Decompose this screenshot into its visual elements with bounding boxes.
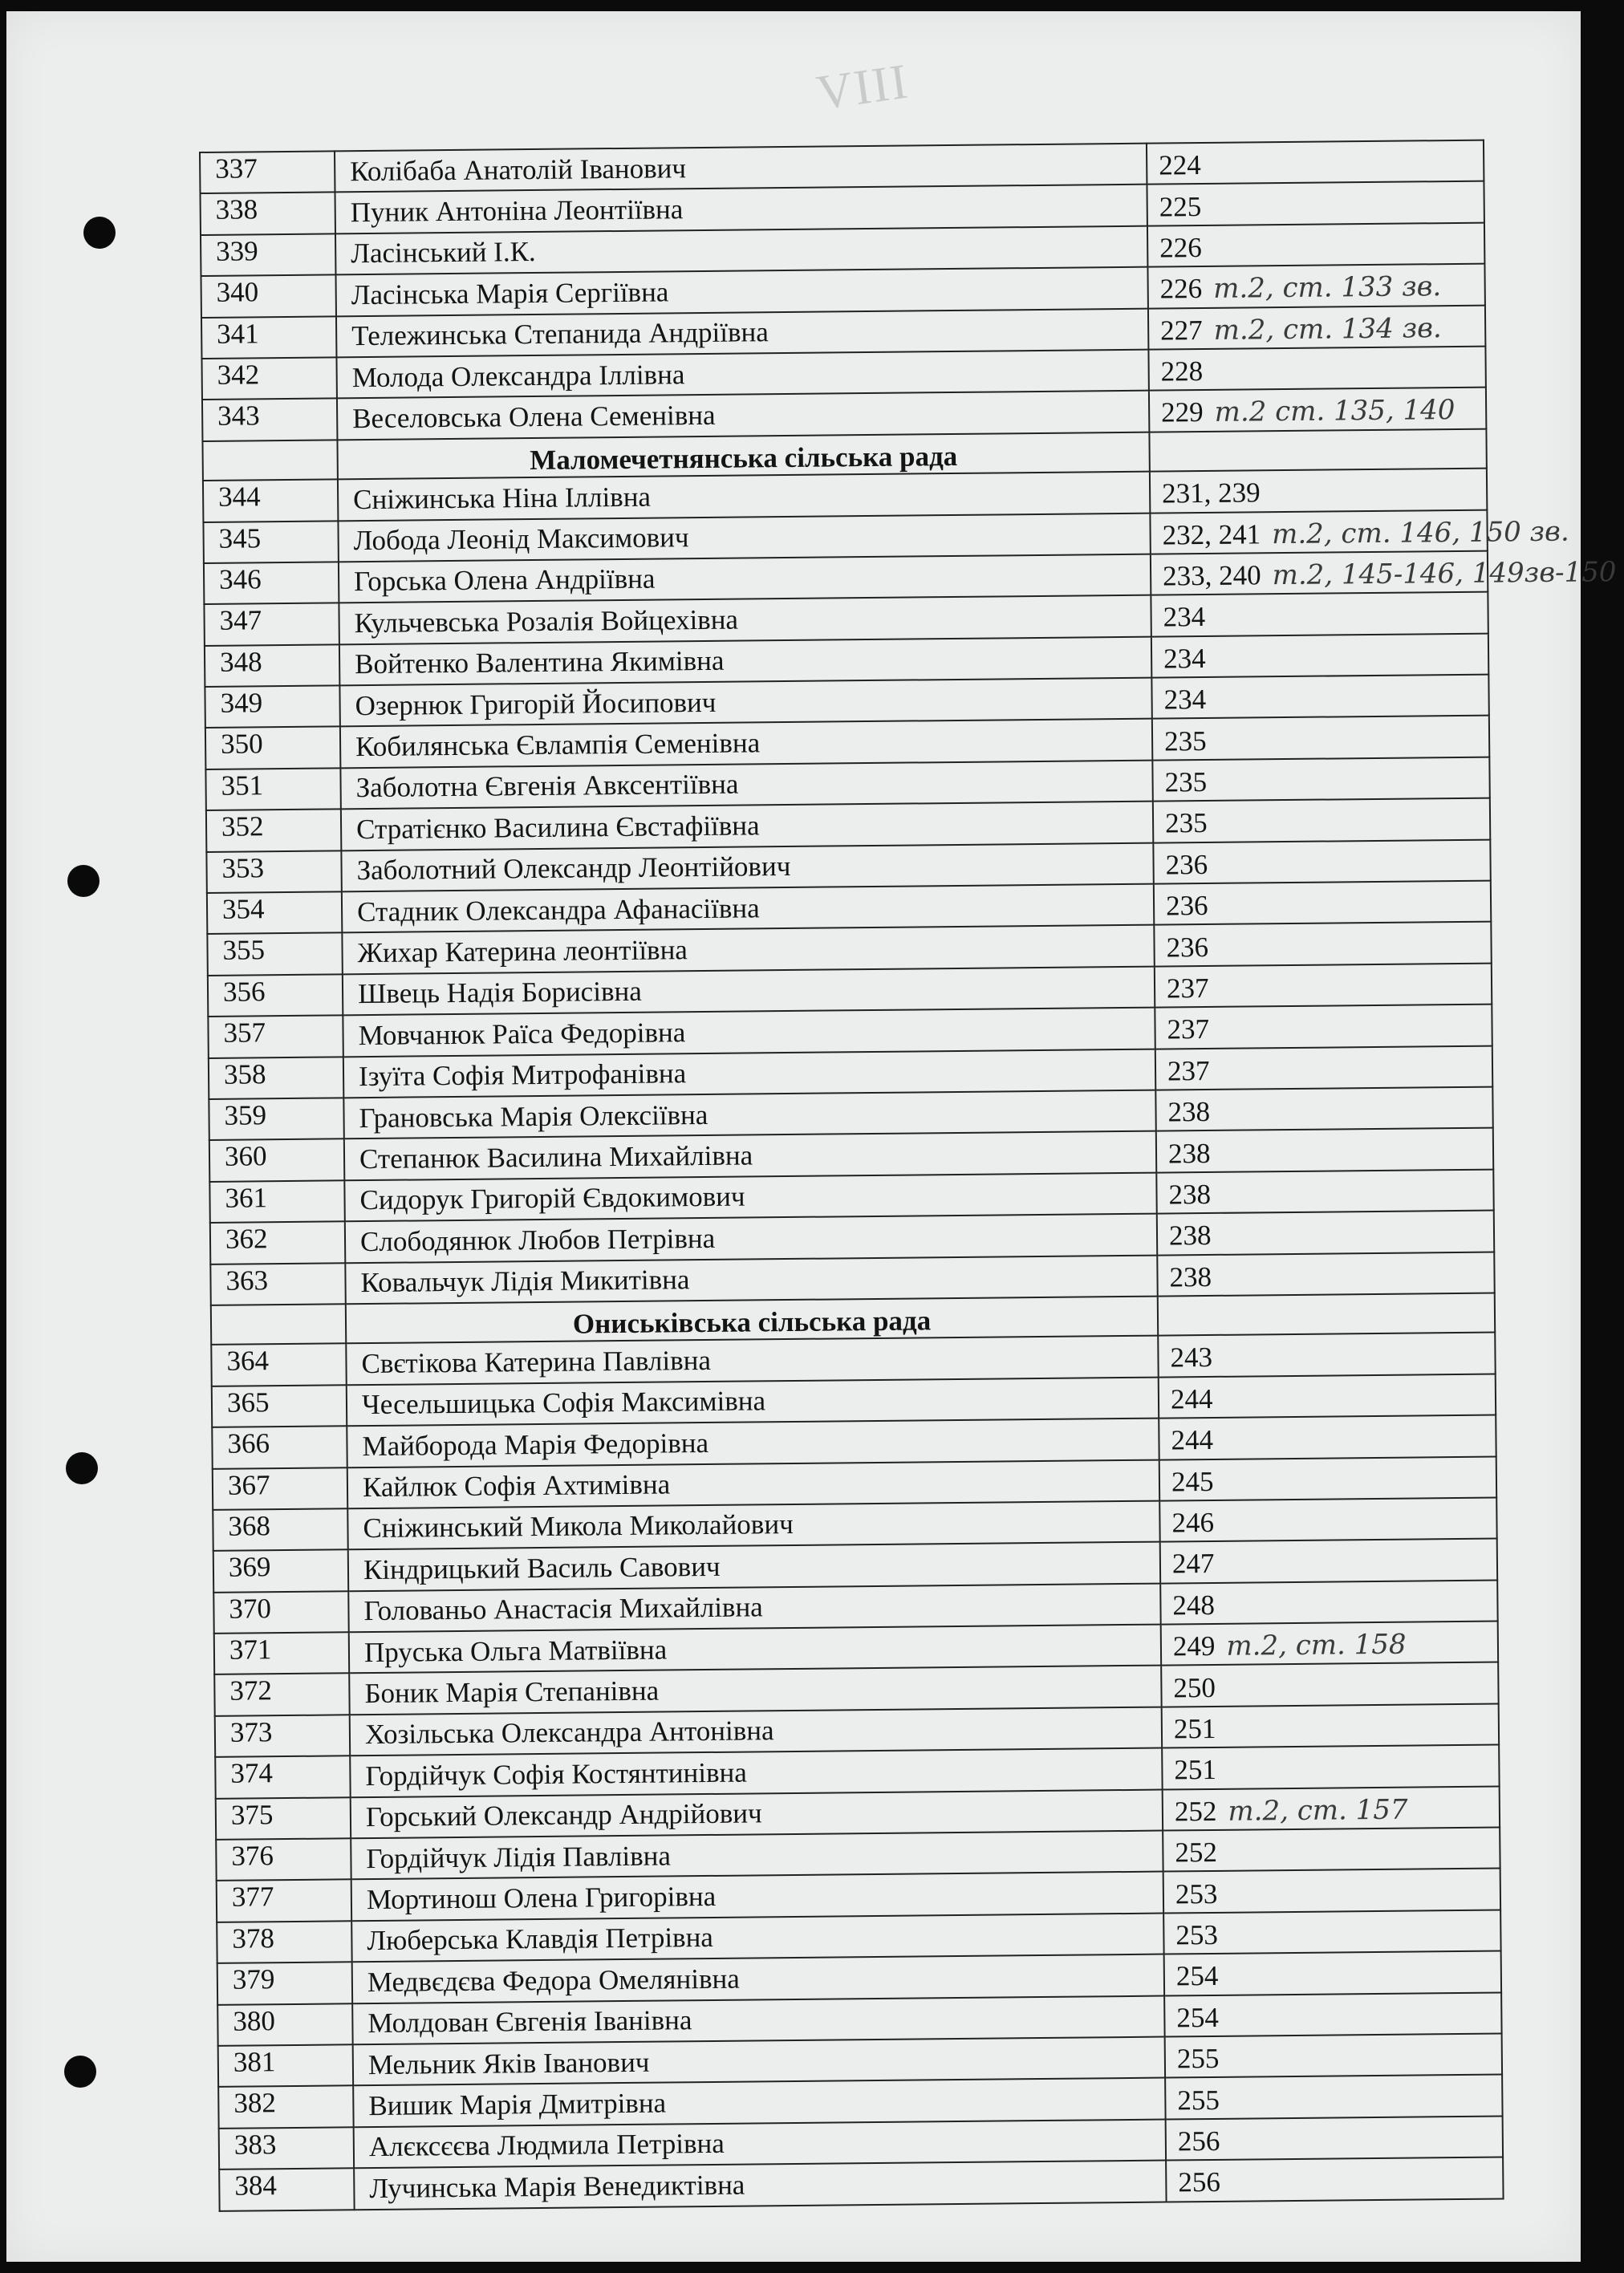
handwritten-note: т.2, ст. 157 — [1228, 1793, 1408, 1828]
row-number: 365 — [212, 1385, 347, 1427]
page-reference-cell — [1164, 1992, 1501, 2036]
page-reference: 249 — [1172, 1630, 1216, 1662]
page-reference: 235 — [1164, 807, 1208, 839]
person-name: Люберська Клавдія Петрівна — [351, 1913, 1163, 1962]
person-name: Сніжинський Микола Миколайович — [347, 1500, 1159, 1549]
person-name: Жихар Катерина леонтіївна — [342, 925, 1154, 974]
page-reference-cell — [1147, 222, 1484, 266]
page-reference: 238 — [1169, 1260, 1212, 1293]
person-name: Стадник Олександра Афанасіївна — [342, 884, 1154, 933]
page-reference-cell — [1147, 181, 1484, 225]
person-name: Горська Олена Андріївна — [339, 554, 1151, 603]
row-number: 354 — [207, 891, 342, 934]
person-name: Лобода Леонід Максимович — [338, 513, 1150, 562]
page-reference-cell — [1165, 2033, 1502, 2077]
page-reference-cell — [1165, 2075, 1502, 2119]
punch-hole — [66, 1452, 98, 1484]
row-number: 337 — [200, 151, 335, 193]
section-title: Маломечетнянська сільська рада — [337, 432, 1149, 479]
page-reference: 251 — [1173, 1712, 1216, 1745]
person-name: Слободянюк Любов Петрівна — [345, 1214, 1157, 1263]
person-name: Мовчанюк Раїса Федорівна — [343, 1008, 1155, 1057]
person-name: Сидорук Григорій Євдокимович — [344, 1172, 1156, 1221]
records-table — [199, 140, 1617, 2212]
page-reference-cell — [1159, 1497, 1496, 1541]
row-number: 367 — [213, 1467, 347, 1510]
person-name: Ковальчук Лідія Микитівна — [345, 1255, 1157, 1304]
page-reference-cell — [1155, 963, 1492, 1007]
page-reference: 238 — [1168, 1178, 1212, 1211]
row-number: 383 — [219, 2127, 354, 2169]
page-reference: 227 — [1160, 314, 1203, 347]
row-number: 373 — [215, 1715, 350, 1757]
page-reference: 232, 241 — [1162, 518, 1261, 551]
page-reference: 256 — [1177, 2125, 1220, 2157]
page-reference: 250 — [1173, 1671, 1216, 1704]
row-number: 369 — [213, 1550, 348, 1593]
page-reference: 255 — [1176, 2043, 1220, 2075]
page-reference: 248 — [1172, 1589, 1216, 1622]
page-reference-cell — [1153, 839, 1490, 883]
page-reference-cell — [1150, 509, 1569, 554]
page-reference: 237 — [1167, 1054, 1210, 1087]
row-number: 363 — [210, 1263, 345, 1305]
person-name: Боник Марія Степанівна — [349, 1666, 1161, 1715]
page-reference: 225 — [1159, 190, 1202, 223]
row-number: 381 — [218, 2044, 353, 2087]
row-number: 371 — [214, 1632, 349, 1674]
page-reference-cell — [1153, 798, 1490, 842]
page-reference: 226 — [1159, 231, 1202, 264]
page-reference-cell — [1148, 305, 1485, 349]
row-number: 352 — [206, 810, 341, 852]
page-reference-cell — [1154, 881, 1491, 925]
row-number: 364 — [211, 1344, 346, 1386]
document-page — [6, 11, 1617, 2262]
person-name: Заболотний Олександр Леонтійович — [341, 842, 1153, 891]
person-name: Мортинош Олена Григорівна — [351, 1872, 1163, 1921]
person-name: Колібаба Анатолій Іванович — [335, 144, 1147, 193]
person-name: Молода Олександра Іллівна — [336, 350, 1148, 399]
page-reference: 244 — [1170, 1382, 1213, 1415]
row-number: 343 — [202, 399, 337, 441]
page-reference: 245 — [1171, 1465, 1214, 1498]
person-name: Заболотна Євгенія Авксентіївна — [340, 760, 1152, 809]
page-reference: 226 — [1159, 273, 1203, 305]
person-name: Тележинська Степанида Андріївна — [336, 308, 1148, 357]
page-reference-cell — [1147, 140, 1484, 185]
person-name: Хозільська Олександра Антонівна — [350, 1707, 1162, 1755]
page-reference-cell — [1154, 922, 1491, 966]
page-reference-cell — [1151, 675, 1488, 719]
person-name: Горський Олександр Андрійович — [351, 1789, 1163, 1838]
page-reference-cell — [1166, 2157, 1503, 2202]
page-reference-cell — [1163, 1786, 1500, 1830]
page-reference: 243 — [1170, 1341, 1213, 1374]
page-reference: 244 — [1171, 1424, 1214, 1456]
person-name: Грановська Марія Олексіївна — [343, 1090, 1155, 1139]
person-name: Сніжинська Ніна Іллівна — [338, 472, 1150, 521]
person-name: Гордійчук Софія Костянтинівна — [350, 1748, 1162, 1797]
handwritten-note: т.2, ст. 133 зв. — [1213, 270, 1442, 306]
page-reference-cell — [1156, 1169, 1493, 1213]
page-reference: 224 — [1159, 149, 1201, 181]
row-number: 347 — [204, 603, 339, 646]
page-reference: 237 — [1166, 972, 1209, 1005]
page-reference: 234 — [1163, 642, 1206, 675]
page-reference-cell — [1166, 2116, 1503, 2160]
page-reference-cell — [1162, 1703, 1499, 1747]
page-reference-cell — [1155, 1005, 1492, 1049]
person-name: Пруська Ольга Матвіївна — [349, 1625, 1161, 1674]
punch-hole — [64, 2056, 96, 2088]
page-reference-cell — [1159, 1374, 1496, 1418]
page-reference: 252 — [1175, 1837, 1218, 1869]
page-reference-cell — [1161, 1662, 1498, 1707]
row-number: 348 — [205, 644, 339, 687]
page-reference: 247 — [1171, 1548, 1215, 1580]
page-reference-cell — [1158, 1333, 1495, 1377]
person-name: Гордійчук Лідія Павлівна — [351, 1831, 1163, 1880]
page-reference-cell — [1149, 388, 1486, 432]
row-number: 370 — [213, 1591, 348, 1634]
row-number: 340 — [201, 275, 335, 318]
page-reference: 228 — [1160, 355, 1204, 388]
row-number: 344 — [203, 479, 338, 522]
page-reference: 246 — [1171, 1506, 1215, 1539]
page-reference-cell — [1159, 1456, 1496, 1500]
page-reference-cell — [1162, 1745, 1499, 1789]
row-number: 380 — [217, 2003, 352, 2046]
person-name: Ізуїта Софія Митрофанівна — [343, 1049, 1155, 1098]
person-name: Кіндрицький Василь Савович — [348, 1542, 1160, 1591]
page-reference: 253 — [1175, 1918, 1219, 1951]
row-number: 368 — [213, 1508, 347, 1551]
page-reference: 255 — [1177, 2084, 1220, 2116]
page-reference-cell — [1148, 347, 1485, 391]
page-reference: 231, 239 — [1161, 477, 1261, 509]
row-number: 339 — [201, 233, 335, 276]
row-number: 372 — [214, 1674, 349, 1716]
person-name: Мельник Яків Іванович — [353, 2037, 1165, 2086]
page-reference-cell — [1152, 716, 1489, 760]
page-reference: 233, 240 — [1162, 559, 1261, 592]
page-reference: 251 — [1174, 1754, 1217, 1786]
page-reference: 254 — [1175, 1960, 1219, 1992]
row-number: 361 — [209, 1180, 344, 1223]
handwritten-note: т.2, ст. 146, 150 зв. — [1271, 515, 1569, 550]
page-reference: 234 — [1163, 684, 1207, 716]
person-name: Медвєдєва Федора Омелянівна — [352, 1954, 1164, 2003]
page-reference-cell — [1161, 1622, 1498, 1666]
page-reference-cell — [1152, 757, 1489, 801]
row-number: 345 — [203, 521, 338, 563]
section-ref-cell — [1158, 1293, 1495, 1336]
section-ref-cell — [1149, 428, 1486, 471]
page-reference-cell — [1155, 1087, 1492, 1131]
row-number: 375 — [216, 1797, 351, 1840]
person-name: Свєтікова Катерина Павлівна — [346, 1336, 1158, 1385]
person-name: Кобилянська Євлампія Семенівна — [340, 719, 1152, 768]
person-name: Веселовська Олена Семенівна — [337, 391, 1149, 440]
row-number: 360 — [209, 1139, 344, 1182]
row-number: 355 — [207, 933, 342, 976]
row-number: 378 — [217, 1921, 351, 1963]
row-number: 377 — [217, 1880, 351, 1922]
page-reference-cell — [1155, 1045, 1492, 1090]
page-reference: 237 — [1167, 1013, 1210, 1045]
section-num-cell — [202, 440, 337, 481]
page-reference: 256 — [1178, 2166, 1221, 2198]
row-number: 374 — [215, 1756, 350, 1799]
row-number: 359 — [209, 1098, 343, 1140]
page-reference: 253 — [1175, 1877, 1218, 1910]
row-number: 366 — [212, 1426, 347, 1468]
page-reference: 236 — [1165, 848, 1208, 881]
person-name: Майборода Марія Федорівна — [347, 1419, 1159, 1467]
page-reference-cell — [1164, 1951, 1501, 1995]
page-reference-cell — [1151, 592, 1488, 636]
row-number: 358 — [209, 1057, 343, 1099]
person-name: Озернюк Григорій Йосипович — [339, 678, 1151, 727]
row-number: 350 — [205, 727, 340, 769]
row-number: 384 — [219, 2168, 354, 2210]
page-reference: 236 — [1166, 931, 1209, 964]
archive-stamp: VIII — [813, 54, 912, 121]
row-number: 346 — [204, 562, 339, 604]
page-reference-cell — [1160, 1539, 1497, 1583]
person-name: Швець Надія Борисівна — [343, 966, 1155, 1015]
person-name: Голованьо Анастасія Михайлівна — [348, 1583, 1160, 1632]
page-reference-cell — [1163, 1910, 1500, 1954]
page-reference-cell — [1163, 1828, 1500, 1872]
page-reference-cell — [1163, 1869, 1500, 1913]
person-name: Пуник Антоніна Леонтіївна — [335, 185, 1147, 233]
page-reference: 238 — [1167, 1096, 1211, 1128]
page-reference-cell — [1157, 1252, 1494, 1296]
row-number: 353 — [206, 850, 341, 893]
page-reference-cell — [1159, 1415, 1496, 1459]
row-number: 357 — [208, 1016, 343, 1058]
page-reference-cell — [1156, 1128, 1493, 1172]
page-reference-cell — [1160, 1580, 1497, 1624]
punch-hole — [83, 217, 116, 249]
row-number: 356 — [208, 974, 343, 1017]
person-name: Ласінський І.К. — [335, 225, 1147, 274]
page-reference: 235 — [1163, 725, 1207, 757]
page-reference: 229 — [1160, 396, 1204, 428]
row-number: 376 — [216, 1838, 351, 1881]
page-reference: 235 — [1164, 765, 1208, 798]
section-num-cell — [211, 1304, 346, 1345]
page-reference: 238 — [1167, 1137, 1211, 1169]
handwritten-note: т.2, 145-146, 149зв-150 — [1272, 556, 1617, 592]
page-reference: 234 — [1163, 601, 1206, 633]
page-reference-cell — [1150, 469, 1487, 513]
row-number: 342 — [201, 357, 336, 400]
page-reference-cell — [1157, 1211, 1494, 1255]
handwritten-note: т.2, ст. 134 зв. — [1213, 311, 1442, 347]
person-name: Чесельшицька Софія Максимівна — [347, 1377, 1159, 1426]
row-number: 338 — [201, 193, 335, 235]
handwritten-note: т.2 ст. 135, 140 — [1214, 394, 1456, 429]
person-name: Кульчевська Розалія Войцехівна — [339, 595, 1151, 644]
row-number: 362 — [210, 1221, 345, 1264]
person-name: Молдован Євгенія Іванівна — [352, 1995, 1164, 2044]
page-reference-cell — [1151, 551, 1617, 595]
person-name: Алєксєєва Людмила Петрівна — [354, 2119, 1166, 2168]
row-number: 349 — [205, 685, 339, 728]
person-name: Ласінська Марія Сергіївна — [335, 267, 1147, 316]
page-reference: 238 — [1168, 1220, 1212, 1252]
person-name: Лучинська Марія Венедиктівна — [354, 2161, 1166, 2210]
row-number: 382 — [218, 2086, 353, 2129]
page-reference: 254 — [1176, 2001, 1220, 2034]
person-name: Стратієнко Василина Євстафіївна — [341, 802, 1153, 850]
person-name: Кайлюк Софія Ахтимівна — [347, 1459, 1159, 1508]
row-number: 351 — [205, 768, 340, 810]
page-reference-cell — [1147, 264, 1484, 308]
person-name: Вишик Марія Дмитрівна — [353, 2078, 1165, 2127]
row-number: 379 — [217, 1962, 352, 2004]
page-reference: 252 — [1174, 1795, 1217, 1828]
handwritten-note: т.2, ст. 158 — [1226, 1628, 1407, 1662]
punch-hole — [67, 865, 99, 897]
page-reference-cell — [1151, 633, 1488, 677]
person-name: Степанюк Василина Михайлівна — [344, 1131, 1156, 1180]
person-name: Войтенко Валентина Якимівна — [339, 636, 1151, 685]
row-number: 341 — [201, 316, 336, 359]
page-reference: 236 — [1165, 890, 1208, 922]
section-title: Ониськівська сільська рада — [346, 1297, 1158, 1344]
